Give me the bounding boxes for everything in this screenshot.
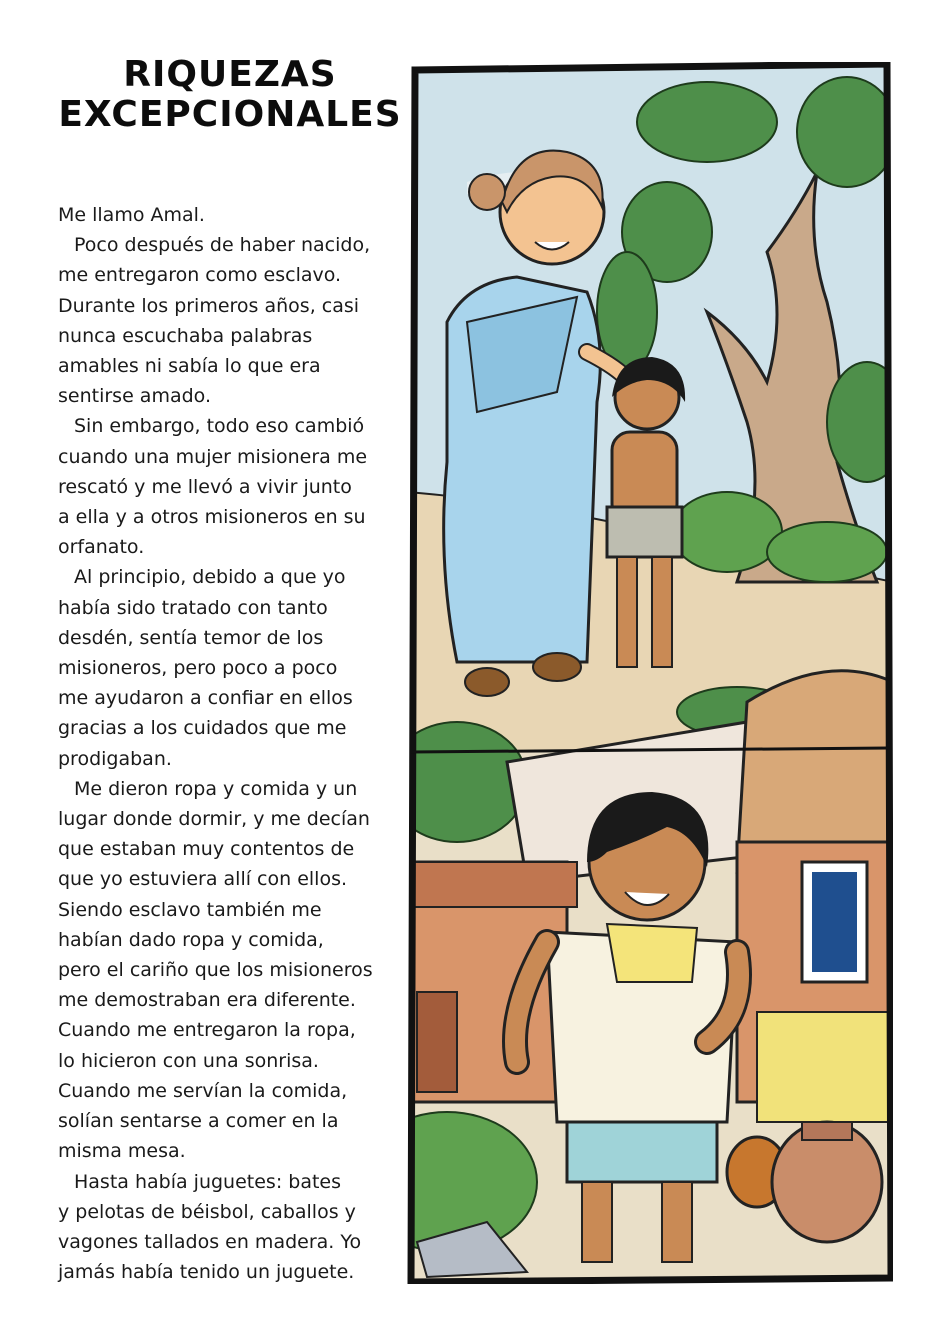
story-line: me demostraban era diferente. — [58, 989, 356, 1012]
story-line: cuando una mujer misionera me — [58, 445, 368, 468]
story-line: solían sentarse a comer en la — [58, 1110, 339, 1133]
story-line: que estaban muy contentos de — [58, 838, 355, 861]
story-line: a ella y a otros misioneros en su — [58, 506, 366, 529]
story-line: desdén, sentía temor de los — [58, 626, 324, 649]
story-line: Me llamo Amal. — [58, 204, 205, 226]
story-line: amables ni sabía lo que era — [58, 355, 321, 378]
story-line: misioneros, pero poco a poco — [58, 657, 338, 680]
story-line: sentirse amado. — [58, 385, 211, 408]
story-line: Me dieron ropa y comida y un — [74, 777, 358, 800]
story-line: prodigaban. — [58, 747, 172, 770]
story-line: Sin embargo, todo eso cambió — [74, 415, 365, 438]
story-line: Durante los primeros años, casi — [58, 294, 360, 317]
story-line: rescató y me llevó a vivir junto — [58, 475, 352, 498]
story-line: me ayudaron a confiar en ellos — [58, 687, 353, 710]
story-line: gracias a los cuidados que me — [58, 717, 347, 740]
story-line: Cuando me servían la comida, — [58, 1079, 348, 1102]
story-line: jamás había tenido un juguete. — [58, 1261, 355, 1284]
story-line: Hasta había juguetes: bates — [74, 1170, 342, 1193]
woven-mat — [757, 1012, 893, 1122]
story-text — [58, 200, 403, 1287]
title-line-1: RIQUEZAS — [123, 54, 337, 95]
story-line: que yo estuviera allí con ellos. — [58, 868, 348, 891]
story-line: había sido tratado con tanto — [58, 596, 328, 619]
page-title — [40, 55, 420, 135]
story-line: vagones tallados en madera. Yo — [58, 1230, 362, 1253]
story-line: y pelotas de béisbol, caballos y — [58, 1200, 356, 1223]
story-line: orfanato. — [58, 536, 145, 559]
story-line: nunca escuchaba palabras — [58, 324, 313, 347]
story-line: lo hicieron con una sonrisa. — [58, 1049, 319, 1072]
story-line: pero el cariño que los misioneros — [58, 959, 373, 982]
story-line: habían dado ropa y comida, — [58, 928, 324, 951]
story-line: lugar donde dormir, y me decían — [58, 808, 370, 831]
illustration-svg — [407, 62, 893, 1284]
story-line: me entregaron como esclavo. — [58, 264, 342, 287]
story-line: Siendo esclavo también me — [58, 898, 322, 921]
comic-illustration — [407, 62, 893, 1284]
story-line: Poco después de haber nacido, — [74, 234, 371, 257]
story-line: misma mesa. — [58, 1140, 186, 1163]
story-line: Al principio, debido a que yo — [74, 566, 346, 589]
house-door — [417, 992, 457, 1092]
story-line: Cuando me entregaron la ropa, — [58, 1019, 356, 1042]
title-line-2: EXCEPCIONALES — [58, 94, 402, 135]
